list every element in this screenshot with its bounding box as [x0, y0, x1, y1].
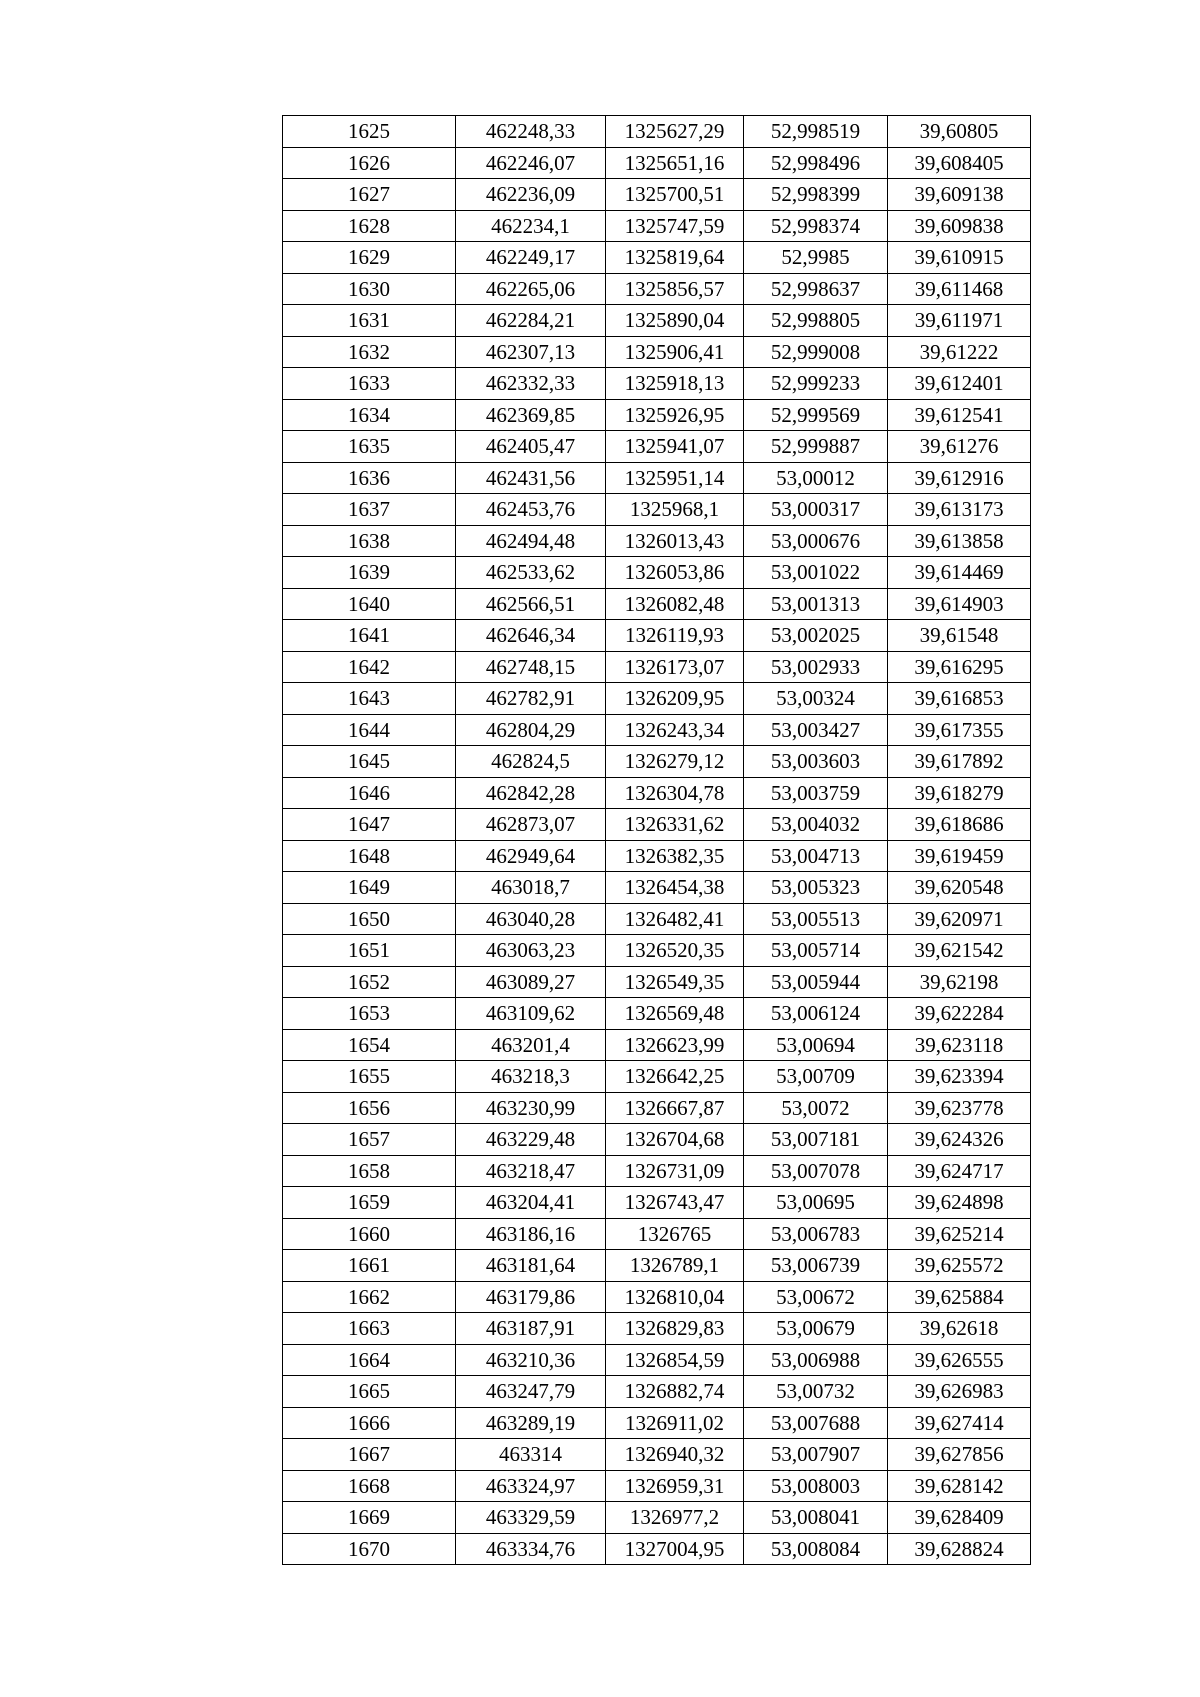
- latitude-cell: 52,998637: [744, 273, 888, 305]
- longitude-cell: 39,613173: [888, 494, 1031, 526]
- y-coordinate-cell: 1326173,07: [606, 651, 744, 683]
- latitude-cell: 53,0072: [744, 1092, 888, 1124]
- point-number-cell: 1631: [283, 305, 456, 337]
- point-number-cell: 1633: [283, 368, 456, 400]
- longitude-cell: 39,628409: [888, 1502, 1031, 1534]
- y-coordinate-cell: 1326940,32: [606, 1439, 744, 1471]
- x-coordinate-cell: 462782,91: [456, 683, 606, 715]
- latitude-cell: 53,00732: [744, 1376, 888, 1408]
- point-number-cell: 1654: [283, 1029, 456, 1061]
- longitude-cell: 39,614903: [888, 588, 1031, 620]
- x-coordinate-cell: 463201,4: [456, 1029, 606, 1061]
- latitude-cell: 53,002025: [744, 620, 888, 652]
- x-coordinate-cell: 463334,76: [456, 1533, 606, 1565]
- table-row: [283, 399, 1031, 431]
- y-coordinate-cell: 1326304,78: [606, 777, 744, 809]
- longitude-cell: 39,623394: [888, 1061, 1031, 1093]
- table-row: [283, 1061, 1031, 1093]
- table-row: [283, 620, 1031, 652]
- longitude-cell: 39,624898: [888, 1187, 1031, 1219]
- x-coordinate-cell: 463218,3: [456, 1061, 606, 1093]
- x-coordinate-cell: 463181,64: [456, 1250, 606, 1282]
- longitude-cell: 39,628142: [888, 1470, 1031, 1502]
- x-coordinate-cell: 463040,28: [456, 903, 606, 935]
- y-coordinate-cell: 1325941,07: [606, 431, 744, 463]
- table-row: [283, 777, 1031, 809]
- longitude-cell: 39,626983: [888, 1376, 1031, 1408]
- longitude-cell: 39,61548: [888, 620, 1031, 652]
- point-number-cell: 1669: [283, 1502, 456, 1534]
- point-number-cell: 1637: [283, 494, 456, 526]
- table-row: [283, 242, 1031, 274]
- x-coordinate-cell: 462369,85: [456, 399, 606, 431]
- latitude-cell: 52,999233: [744, 368, 888, 400]
- point-number-cell: 1632: [283, 336, 456, 368]
- table-row: [283, 746, 1031, 778]
- latitude-cell: 52,998496: [744, 147, 888, 179]
- latitude-cell: 52,999569: [744, 399, 888, 431]
- y-coordinate-cell: 1326013,43: [606, 525, 744, 557]
- point-number-cell: 1636: [283, 462, 456, 494]
- point-number-cell: 1664: [283, 1344, 456, 1376]
- coordinates-table-body: [283, 116, 1031, 1565]
- point-number-cell: 1655: [283, 1061, 456, 1093]
- table-row: [283, 1029, 1031, 1061]
- point-number-cell: 1640: [283, 588, 456, 620]
- point-number-cell: 1657: [283, 1124, 456, 1156]
- point-number-cell: 1670: [283, 1533, 456, 1565]
- longitude-cell: 39,616295: [888, 651, 1031, 683]
- table-row: [283, 147, 1031, 179]
- point-number-cell: 1659: [283, 1187, 456, 1219]
- longitude-cell: 39,628824: [888, 1533, 1031, 1565]
- longitude-cell: 39,613858: [888, 525, 1031, 557]
- latitude-cell: 53,001313: [744, 588, 888, 620]
- y-coordinate-cell: 1326243,34: [606, 714, 744, 746]
- x-coordinate-cell: 462265,06: [456, 273, 606, 305]
- y-coordinate-cell: 1326731,09: [606, 1155, 744, 1187]
- y-coordinate-cell: 1326331,62: [606, 809, 744, 841]
- latitude-cell: 52,998519: [744, 116, 888, 148]
- latitude-cell: 53,005944: [744, 966, 888, 998]
- latitude-cell: 53,00012: [744, 462, 888, 494]
- longitude-cell: 39,625572: [888, 1250, 1031, 1282]
- longitude-cell: 39,611468: [888, 273, 1031, 305]
- longitude-cell: 39,614469: [888, 557, 1031, 589]
- longitude-cell: 39,609838: [888, 210, 1031, 242]
- x-coordinate-cell: 463179,86: [456, 1281, 606, 1313]
- point-number-cell: 1663: [283, 1313, 456, 1345]
- latitude-cell: 52,9985: [744, 242, 888, 274]
- table-row: [283, 525, 1031, 557]
- latitude-cell: 53,006783: [744, 1218, 888, 1250]
- table-row: [283, 1439, 1031, 1471]
- table-row: [283, 714, 1031, 746]
- latitude-cell: 53,006739: [744, 1250, 888, 1282]
- x-coordinate-cell: 463089,27: [456, 966, 606, 998]
- point-number-cell: 1638: [283, 525, 456, 557]
- y-coordinate-cell: 1326623,99: [606, 1029, 744, 1061]
- point-number-cell: 1643: [283, 683, 456, 715]
- y-coordinate-cell: 1326854,59: [606, 1344, 744, 1376]
- y-coordinate-cell: 1325651,16: [606, 147, 744, 179]
- latitude-cell: 53,005513: [744, 903, 888, 935]
- table-row: [283, 966, 1031, 998]
- latitude-cell: 53,008003: [744, 1470, 888, 1502]
- point-number-cell: 1661: [283, 1250, 456, 1282]
- x-coordinate-cell: 462405,47: [456, 431, 606, 463]
- point-number-cell: 1630: [283, 273, 456, 305]
- x-coordinate-cell: 463289,19: [456, 1407, 606, 1439]
- longitude-cell: 39,611971: [888, 305, 1031, 337]
- longitude-cell: 39,618279: [888, 777, 1031, 809]
- latitude-cell: 53,000317: [744, 494, 888, 526]
- latitude-cell: 53,003427: [744, 714, 888, 746]
- latitude-cell: 52,998805: [744, 305, 888, 337]
- y-coordinate-cell: 1326482,41: [606, 903, 744, 935]
- table-row: [283, 210, 1031, 242]
- latitude-cell: 52,998374: [744, 210, 888, 242]
- table-row: [283, 588, 1031, 620]
- coordinates-table: [282, 115, 1031, 1565]
- y-coordinate-cell: 1325627,29: [606, 116, 744, 148]
- table-row: [283, 305, 1031, 337]
- longitude-cell: 39,61276: [888, 431, 1031, 463]
- longitude-cell: 39,627414: [888, 1407, 1031, 1439]
- longitude-cell: 39,617892: [888, 746, 1031, 778]
- table-row: [283, 840, 1031, 872]
- table-row: [283, 935, 1031, 967]
- latitude-cell: 53,00679: [744, 1313, 888, 1345]
- point-number-cell: 1653: [283, 998, 456, 1030]
- table-row: [283, 1407, 1031, 1439]
- latitude-cell: 53,008041: [744, 1502, 888, 1534]
- table-row: [283, 1187, 1031, 1219]
- x-coordinate-cell: 462236,09: [456, 179, 606, 211]
- longitude-cell: 39,624326: [888, 1124, 1031, 1156]
- latitude-cell: 53,00709: [744, 1061, 888, 1093]
- y-coordinate-cell: 1325951,14: [606, 462, 744, 494]
- point-number-cell: 1645: [283, 746, 456, 778]
- x-coordinate-cell: 462453,76: [456, 494, 606, 526]
- table-row: [283, 1470, 1031, 1502]
- y-coordinate-cell: 1325856,57: [606, 273, 744, 305]
- table-row: [283, 1313, 1031, 1345]
- latitude-cell: 52,998399: [744, 179, 888, 211]
- table-row: [283, 809, 1031, 841]
- point-number-cell: 1628: [283, 210, 456, 242]
- latitude-cell: 53,00694: [744, 1029, 888, 1061]
- x-coordinate-cell: 462494,48: [456, 525, 606, 557]
- table-row: [283, 1155, 1031, 1187]
- table-row: [283, 1124, 1031, 1156]
- point-number-cell: 1639: [283, 557, 456, 589]
- point-number-cell: 1634: [283, 399, 456, 431]
- longitude-cell: 39,625214: [888, 1218, 1031, 1250]
- latitude-cell: 53,006988: [744, 1344, 888, 1376]
- longitude-cell: 39,627856: [888, 1439, 1031, 1471]
- point-number-cell: 1626: [283, 147, 456, 179]
- x-coordinate-cell: 462307,13: [456, 336, 606, 368]
- x-coordinate-cell: 462842,28: [456, 777, 606, 809]
- x-coordinate-cell: 462533,62: [456, 557, 606, 589]
- table-row: [283, 1344, 1031, 1376]
- point-number-cell: 1668: [283, 1470, 456, 1502]
- point-number-cell: 1660: [283, 1218, 456, 1250]
- y-coordinate-cell: 1326520,35: [606, 935, 744, 967]
- longitude-cell: 39,612916: [888, 462, 1031, 494]
- table-row: [283, 273, 1031, 305]
- latitude-cell: 53,004713: [744, 840, 888, 872]
- longitude-cell: 39,623778: [888, 1092, 1031, 1124]
- longitude-cell: 39,619459: [888, 840, 1031, 872]
- latitude-cell: 53,003603: [744, 746, 888, 778]
- longitude-cell: 39,624717: [888, 1155, 1031, 1187]
- y-coordinate-cell: 1327004,95: [606, 1533, 744, 1565]
- y-coordinate-cell: 1326549,35: [606, 966, 744, 998]
- longitude-cell: 39,610915: [888, 242, 1031, 274]
- table-row: [283, 1218, 1031, 1250]
- latitude-cell: 53,007181: [744, 1124, 888, 1156]
- longitude-cell: 39,608405: [888, 147, 1031, 179]
- y-coordinate-cell: 1326882,74: [606, 1376, 744, 1408]
- longitude-cell: 39,625884: [888, 1281, 1031, 1313]
- table-row: [283, 651, 1031, 683]
- longitude-cell: 39,626555: [888, 1344, 1031, 1376]
- latitude-cell: 53,00695: [744, 1187, 888, 1219]
- x-coordinate-cell: 462248,33: [456, 116, 606, 148]
- latitude-cell: 53,002933: [744, 651, 888, 683]
- point-number-cell: 1625: [283, 116, 456, 148]
- x-coordinate-cell: 462949,64: [456, 840, 606, 872]
- y-coordinate-cell: 1326454,38: [606, 872, 744, 904]
- table-row: [283, 1092, 1031, 1124]
- y-coordinate-cell: 1325747,59: [606, 210, 744, 242]
- longitude-cell: 39,609138: [888, 179, 1031, 211]
- longitude-cell: 39,61222: [888, 336, 1031, 368]
- longitude-cell: 39,618686: [888, 809, 1031, 841]
- table-row: [283, 1502, 1031, 1534]
- longitude-cell: 39,62198: [888, 966, 1031, 998]
- latitude-cell: 53,005714: [744, 935, 888, 967]
- latitude-cell: 52,999008: [744, 336, 888, 368]
- longitude-cell: 39,612401: [888, 368, 1031, 400]
- point-number-cell: 1662: [283, 1281, 456, 1313]
- x-coordinate-cell: 462748,15: [456, 651, 606, 683]
- x-coordinate-cell: 463314: [456, 1439, 606, 1471]
- point-number-cell: 1648: [283, 840, 456, 872]
- table-row: [283, 462, 1031, 494]
- x-coordinate-cell: 462332,33: [456, 368, 606, 400]
- point-number-cell: 1627: [283, 179, 456, 211]
- x-coordinate-cell: 463063,23: [456, 935, 606, 967]
- y-coordinate-cell: 1326279,12: [606, 746, 744, 778]
- table-row: [283, 903, 1031, 935]
- point-number-cell: 1666: [283, 1407, 456, 1439]
- y-coordinate-cell: 1326765: [606, 1218, 744, 1250]
- point-number-cell: 1665: [283, 1376, 456, 1408]
- latitude-cell: 53,00672: [744, 1281, 888, 1313]
- table-row: [283, 998, 1031, 1030]
- x-coordinate-cell: 463218,47: [456, 1155, 606, 1187]
- latitude-cell: 53,001022: [744, 557, 888, 589]
- table-row: [283, 494, 1031, 526]
- longitude-cell: 39,621542: [888, 935, 1031, 967]
- y-coordinate-cell: 1325700,51: [606, 179, 744, 211]
- point-number-cell: 1649: [283, 872, 456, 904]
- latitude-cell: 53,00324: [744, 683, 888, 715]
- y-coordinate-cell: 1326789,1: [606, 1250, 744, 1282]
- x-coordinate-cell: 462824,5: [456, 746, 606, 778]
- point-number-cell: 1667: [283, 1439, 456, 1471]
- table-row: [283, 872, 1031, 904]
- y-coordinate-cell: 1325906,41: [606, 336, 744, 368]
- table-row: [283, 557, 1031, 589]
- table-row: [283, 1281, 1031, 1313]
- point-number-cell: 1641: [283, 620, 456, 652]
- table-row: [283, 431, 1031, 463]
- longitude-cell: 39,622284: [888, 998, 1031, 1030]
- latitude-cell: 53,004032: [744, 809, 888, 841]
- latitude-cell: 53,007078: [744, 1155, 888, 1187]
- point-number-cell: 1635: [283, 431, 456, 463]
- y-coordinate-cell: 1326667,87: [606, 1092, 744, 1124]
- x-coordinate-cell: 462234,1: [456, 210, 606, 242]
- point-number-cell: 1651: [283, 935, 456, 967]
- table-row: [283, 336, 1031, 368]
- y-coordinate-cell: 1326911,02: [606, 1407, 744, 1439]
- table-row: [283, 116, 1031, 148]
- y-coordinate-cell: 1325918,13: [606, 368, 744, 400]
- point-number-cell: 1658: [283, 1155, 456, 1187]
- table-row: [283, 1250, 1031, 1282]
- y-coordinate-cell: 1326119,93: [606, 620, 744, 652]
- latitude-cell: 53,003759: [744, 777, 888, 809]
- x-coordinate-cell: 463109,62: [456, 998, 606, 1030]
- y-coordinate-cell: 1325926,95: [606, 399, 744, 431]
- y-coordinate-cell: 1326959,31: [606, 1470, 744, 1502]
- point-number-cell: 1629: [283, 242, 456, 274]
- x-coordinate-cell: 463204,41: [456, 1187, 606, 1219]
- x-coordinate-cell: 462284,21: [456, 305, 606, 337]
- latitude-cell: 53,005323: [744, 872, 888, 904]
- latitude-cell: 52,999887: [744, 431, 888, 463]
- point-number-cell: 1650: [283, 903, 456, 935]
- x-coordinate-cell: 462246,07: [456, 147, 606, 179]
- x-coordinate-cell: 463186,16: [456, 1218, 606, 1250]
- latitude-cell: 53,006124: [744, 998, 888, 1030]
- longitude-cell: 39,60805: [888, 116, 1031, 148]
- y-coordinate-cell: 1326704,68: [606, 1124, 744, 1156]
- point-number-cell: 1642: [283, 651, 456, 683]
- y-coordinate-cell: 1326209,95: [606, 683, 744, 715]
- x-coordinate-cell: 463210,36: [456, 1344, 606, 1376]
- x-coordinate-cell: 462249,17: [456, 242, 606, 274]
- y-coordinate-cell: 1326053,86: [606, 557, 744, 589]
- latitude-cell: 53,008084: [744, 1533, 888, 1565]
- y-coordinate-cell: 1325968,1: [606, 494, 744, 526]
- x-coordinate-cell: 463230,99: [456, 1092, 606, 1124]
- table-row: [283, 1533, 1031, 1565]
- x-coordinate-cell: 462873,07: [456, 809, 606, 841]
- x-coordinate-cell: 463187,91: [456, 1313, 606, 1345]
- longitude-cell: 39,623118: [888, 1029, 1031, 1061]
- point-number-cell: 1646: [283, 777, 456, 809]
- y-coordinate-cell: 1326977,2: [606, 1502, 744, 1534]
- latitude-cell: 53,007907: [744, 1439, 888, 1471]
- point-number-cell: 1644: [283, 714, 456, 746]
- table-row: [283, 179, 1031, 211]
- x-coordinate-cell: 463329,59: [456, 1502, 606, 1534]
- point-number-cell: 1647: [283, 809, 456, 841]
- x-coordinate-cell: 463324,97: [456, 1470, 606, 1502]
- y-coordinate-cell: 1325819,64: [606, 242, 744, 274]
- longitude-cell: 39,617355: [888, 714, 1031, 746]
- longitude-cell: 39,620971: [888, 903, 1031, 935]
- y-coordinate-cell: 1326829,83: [606, 1313, 744, 1345]
- y-coordinate-cell: 1326569,48: [606, 998, 744, 1030]
- longitude-cell: 39,62618: [888, 1313, 1031, 1345]
- table-row: [283, 683, 1031, 715]
- x-coordinate-cell: 463247,79: [456, 1376, 606, 1408]
- point-number-cell: 1652: [283, 966, 456, 998]
- longitude-cell: 39,612541: [888, 399, 1031, 431]
- table-row: [283, 368, 1031, 400]
- y-coordinate-cell: 1326642,25: [606, 1061, 744, 1093]
- y-coordinate-cell: 1325890,04: [606, 305, 744, 337]
- x-coordinate-cell: 463018,7: [456, 872, 606, 904]
- y-coordinate-cell: 1326082,48: [606, 588, 744, 620]
- latitude-cell: 53,000676: [744, 525, 888, 557]
- table-row: [283, 1376, 1031, 1408]
- x-coordinate-cell: 463229,48: [456, 1124, 606, 1156]
- x-coordinate-cell: 462566,51: [456, 588, 606, 620]
- y-coordinate-cell: 1326382,35: [606, 840, 744, 872]
- x-coordinate-cell: 462646,34: [456, 620, 606, 652]
- point-number-cell: 1656: [283, 1092, 456, 1124]
- latitude-cell: 53,007688: [744, 1407, 888, 1439]
- y-coordinate-cell: 1326743,47: [606, 1187, 744, 1219]
- x-coordinate-cell: 462431,56: [456, 462, 606, 494]
- x-coordinate-cell: 462804,29: [456, 714, 606, 746]
- longitude-cell: 39,620548: [888, 872, 1031, 904]
- longitude-cell: 39,616853: [888, 683, 1031, 715]
- y-coordinate-cell: 1326810,04: [606, 1281, 744, 1313]
